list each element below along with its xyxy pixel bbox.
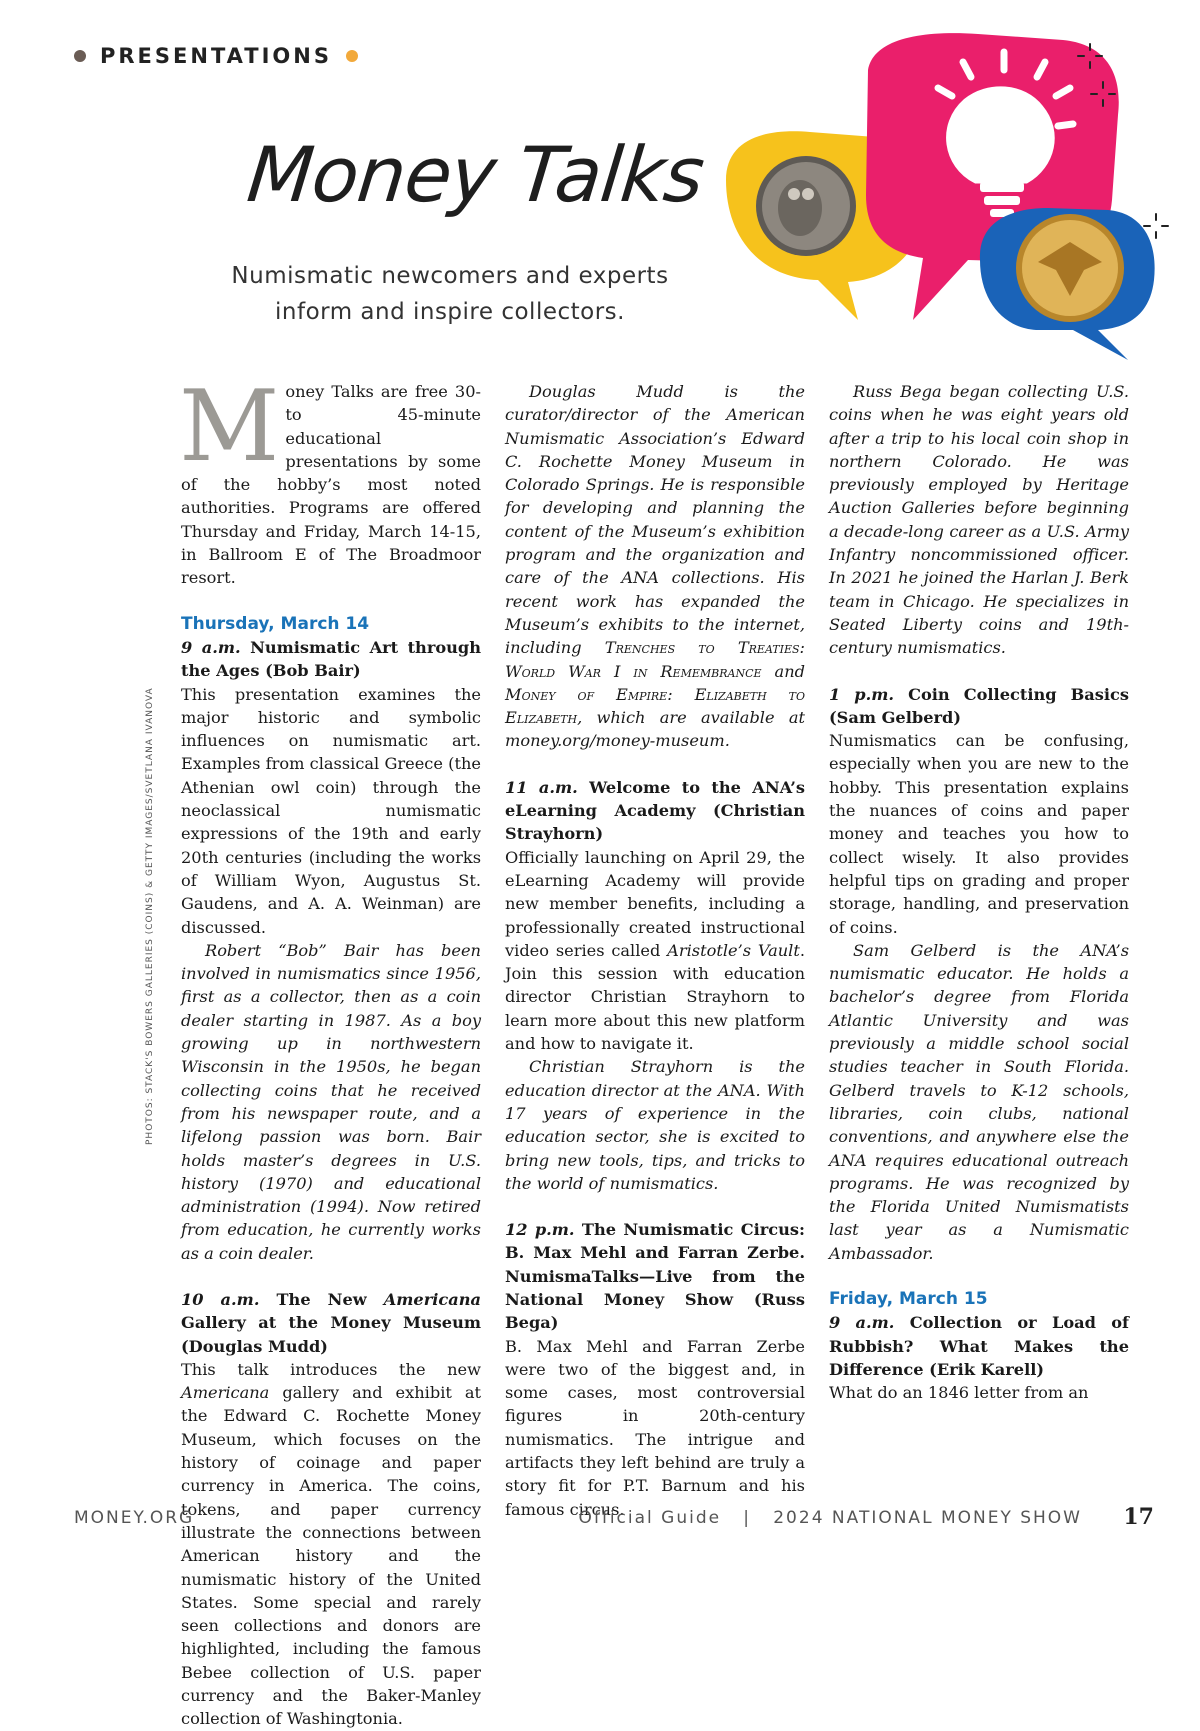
subtitle-line-2: inform and inspire collectors. [275,299,625,325]
desc-em: Aristotle’s Vault [667,940,800,960]
photo-credit-text: PHOTOS: STACK'S BOWERS GALLERIES (COINS) & GETTY IMAGES/SVETLANA IVANOVA [145,687,155,1145]
bio-and: and [774,661,805,681]
session-time: 11 a.m. [505,777,578,797]
session-description: This presentation examines the major historic and symbolic influences on numismatic art. Examples from classical Greece (the Athenian owl coin) through the neoclassical numismatic expressions of the 19th and early 20th centuries (including the works of William Wyon, Augustus St. Gaudens, and A. A. Weinman) are discussed. [181,684,481,937]
bio-pre: Douglas Mudd is the curator/director of the American Numismatic Association’s Edward C. Rochette Money Museum in Colorado Springs. He is responsible for developing and planning the content of the Museum’s exhibition program and the organization and care of the ANA collections. His recent work has expanded the Museum’s exhibits to the internet, including [505,382,805,658]
session-description [181,1358,481,1731]
desc-em: Americana [181,1383,270,1403]
session-title: The Numismatic Circus: B. Max Mehl and Farran Zerbe. NumismaTalks—Live from the National Money Show (Russ Bega) [505,1220,805,1333]
speaker-bio: Sam Gelberd is the ANA’s numismatic educator. He holds a bachelor’s degree from Florida Atlantic University and was previously a middle school social studies teacher in South Florida. Gelberd travels to K-12 schools, libraries, coin clubs, national conventions, and anywhere else the ANA requires educational outreach programs. He was recognized by the Florida United Numismatists last year as a Numismatic Ambassador. [829,940,1129,1263]
bio-post: , which are available at money.org/money-museum. [505,708,805,751]
session-description: Numismatics can be confusing, especially when you are new to the hobby. This presentation explains the nuances of coins and paper money and teaches you how to collect wisely. It also provides helpful tips on grading and proper storage, handling, and preservation of coins. [829,731,1129,937]
exhibit-title-1: Trenches to Treaties: World War I in Remembrance [505,638,805,681]
desc-post: gallery and exhibit at the Edward C. Rochette Money Museum, which focuses on the history of coinage and paper currency in America. The coins, tokens, and paper currency illustrate the connections between American history and the numismatic history of the United States. Some special and rarely seen collections and donors are highlighted, including the famous Bebee collection of U.S. paper currency and the Baker-Manley collection of Washingtonia. [181,1383,482,1729]
session-title: Welcome to the ANA’s eLearning Academy (Christian Strayhorn) [505,777,805,844]
day-heading-thursday: Thursday, March 14 [181,613,370,634]
footer-publication: Official Guide | 2024 NATIONAL MONEY SHOW [578,1508,1082,1528]
column-3 [829,380,1129,1404]
session-title: Numismatic Art through the Ages (Bob Bair) [181,637,482,681]
desc-pre: This talk introduces the new [181,1359,481,1379]
speech-bubbles-illustration [718,30,1178,360]
session-time: 10 a.m. [181,1289,260,1309]
speaker-bio: Robert “Bob” Bair has been involved in numismatics since 1956, first as a collector, then as a coin dealer starting in 1987. As a boy growing up in northwestern Wisconsin in the 1950s, he began collecting coins that he received from his newspaper route, and a lifelong passion was born. Bair holds master’s degrees in U.S. history (1970) and educational administration (1994). Now retired from education, he currently works as a coin dealer. [181,940,481,1263]
column-1 [179,370,482,1731]
desc-post: . Join this session with education director Christian Strayhorn to learn more about this new platform and how to navigate it. [505,940,805,1054]
exhibit-title-2: Money of Empire: Elizabeth to Elizabeth [505,684,805,728]
subtitle-line-1: Numismatic newcomers and experts [231,263,669,289]
intro-text: oney Talks are free 30- to 45-minute educational presentations by some of the hobby’s most noted authorities. Programs are offered Thursday and Friday, March 14-15, in Ballroom E of The Broadmoor resort. [181,382,481,588]
photo-credit [145,687,165,1625]
owl-coin-icon [756,156,856,256]
session-description: B. Max Mehl and Farran Zerbe were two of the biggest and, in some cases, most controversial figures in 20th-century numismatics. The intrigue and artifacts they left behind are truly a story fit for P.T. Barnum and his famous circus. [505,1336,805,1519]
speaker-bio: Russ Bega began collecting U.S. coins when he was eight years old after a trip to his local coin shop in northern Colorado. He was previously employed by Heritage Auction Galleries before beginning a decade-long career as a U.S. Army Infantry noncommissioned officer. In 2021 he joined the Harlan J. Berk team in Chicago. He specializes in Seated Liberty coins and 19th-century numismatics. [829,382,1129,658]
desc-pre: Officially launching on April 29, the eLearning Academy will provide new member benefits, including a professionally created instructional video series called [505,847,805,960]
drop-cap: M [179,370,280,484]
session-description: What do an 1846 letter from an [829,1383,1089,1403]
session-title-em: Americana [383,1289,482,1309]
session-description [505,846,805,1056]
session-heading [181,1288,481,1358]
session-heading [505,776,805,846]
session-time: 12 p.m. [505,1220,575,1240]
section-label: PRESENTATIONS [100,44,332,68]
section-dot-right [346,50,358,62]
column-2 [505,380,805,1521]
session-title: Collection or Load of Rubbish? What Makes the Difference (Erik Karell) [829,1313,1129,1379]
section-tag [74,44,358,68]
speaker-bio [505,380,805,753]
section-dot-left [74,50,86,62]
gold-eagle-coin-icon [1016,214,1124,322]
page-title: Money Talks [243,130,708,219]
speaker-bio: Christian Strayhorn is the education director at the ANA. With 17 years of experience in the education sector, she is excited to bring new tools, tips, and tricks to the world of numismatics. [505,1057,805,1193]
session-heading [829,683,1129,730]
session-heading [829,1311,1129,1381]
session-time: 9 a.m. [181,637,241,657]
session-heading [505,1218,805,1334]
page-subtitle [200,258,700,330]
footer-site: MONEY.ORG [74,1508,195,1528]
session-title: Coin Collecting Basics (Sam Gelberd) [829,684,1130,727]
session-time: 1 p.m. [829,684,895,704]
session-title-pre: The New [276,1289,367,1309]
session-heading [181,636,481,683]
session-title-post: Gallery at the Money Museum (Douglas Mudd) [181,1313,481,1356]
page-number: 17 [1123,1504,1154,1530]
day-heading-friday: Friday, March 15 [829,1288,988,1309]
session-time: 9 a.m. [829,1313,895,1333]
intro-paragraph [179,370,481,590]
